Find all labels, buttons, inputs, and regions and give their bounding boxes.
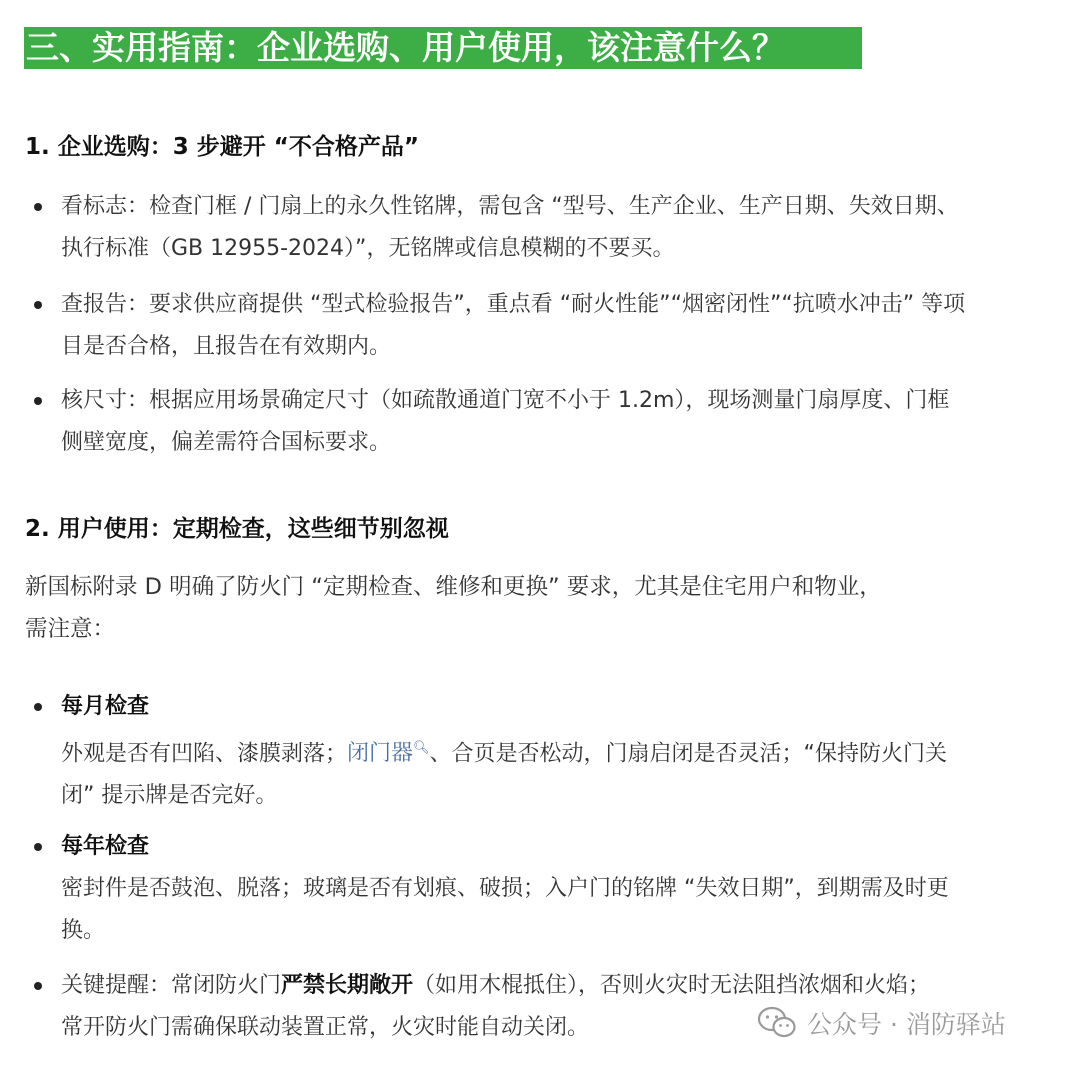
wechat-icon: [757, 1006, 797, 1040]
bullet-dot: [34, 982, 42, 990]
list-item-sign-check: 看标志：检查门框 / 门扇上的永久性铭牌，需包含 “型号、生产企业、生产日期、失效日期、 执行标准（GB 12955-2024）”，无铭牌或信息模糊的不要买。: [61, 186, 1051, 270]
section-title: 三、实用指南：企业选购、用户使用，该注意什么？: [24, 27, 862, 69]
bullet-dot: [34, 703, 42, 711]
search-icon: 🔍︎: [413, 741, 430, 756]
usage-intro: 新国标附录 D 明确了防火门 “定期检查、维修和更换” 要求，尤其是住宅用户和物业， 需注意：: [25, 574, 882, 642]
yearly-title: 每年检查: [61, 834, 150, 859]
door-closer-link[interactable]: 闭门器🔍︎: [347, 741, 430, 767]
watermark: [757, 1003, 1006, 1043]
emphasis-text: 严禁长期敞开: [281, 973, 414, 998]
watermark-text: 公众号 · 消防驿站: [807, 1010, 1006, 1039]
bullet-dot: [34, 843, 42, 851]
list-item-size-check: 核尺寸：根据应用场景确定尺寸（如疏散通道门宽不小于 1.2m），现场测量门扇厚度、门框 侧壁宽度，偏差需符合国标要求。: [61, 380, 1051, 464]
list-item-monthly-check: 每月检查 外观是否有凹陷、漆膜剥落；闭门器🔍︎、合页是否松动，门扇启闭是否灵活；“保持防火门关 闭” 提示牌是否完好。: [61, 686, 1051, 817]
list-item-report-check: 查报告：要求供应商提供 “型式检验报告”，重点看 “耐火性能”“烟密闭性”“抗喷水冲击” 等项 目是否合格，且报告在有效期内。: [61, 284, 1051, 368]
list-item-key-reminder: 关键提醒：常闭防火门严禁长期敞开（如用木棍抵住），否则火灾时无法阻挡浓烟和火焰； 常开防火门需确保联动装置正常，火灾时能自动关闭。: [61, 965, 1051, 1049]
bullet-dot: [34, 203, 42, 211]
usage-heading: 2. 用户使用：定期检查，这些细节别忽视: [25, 516, 449, 542]
list-item-yearly-check: 每年检查 密封件是否鼓泡、脱落；玻璃是否有划痕、破损；入户门的铭牌 “失效日期”，到期需及时更 换。: [61, 826, 1051, 952]
bullet-dot: [34, 397, 42, 405]
purchase-heading: 1. 企业选购：3 步避开 “不合格产品”: [25, 134, 419, 160]
bullet-dot: [34, 301, 42, 309]
monthly-title: 每月检查: [61, 694, 150, 719]
